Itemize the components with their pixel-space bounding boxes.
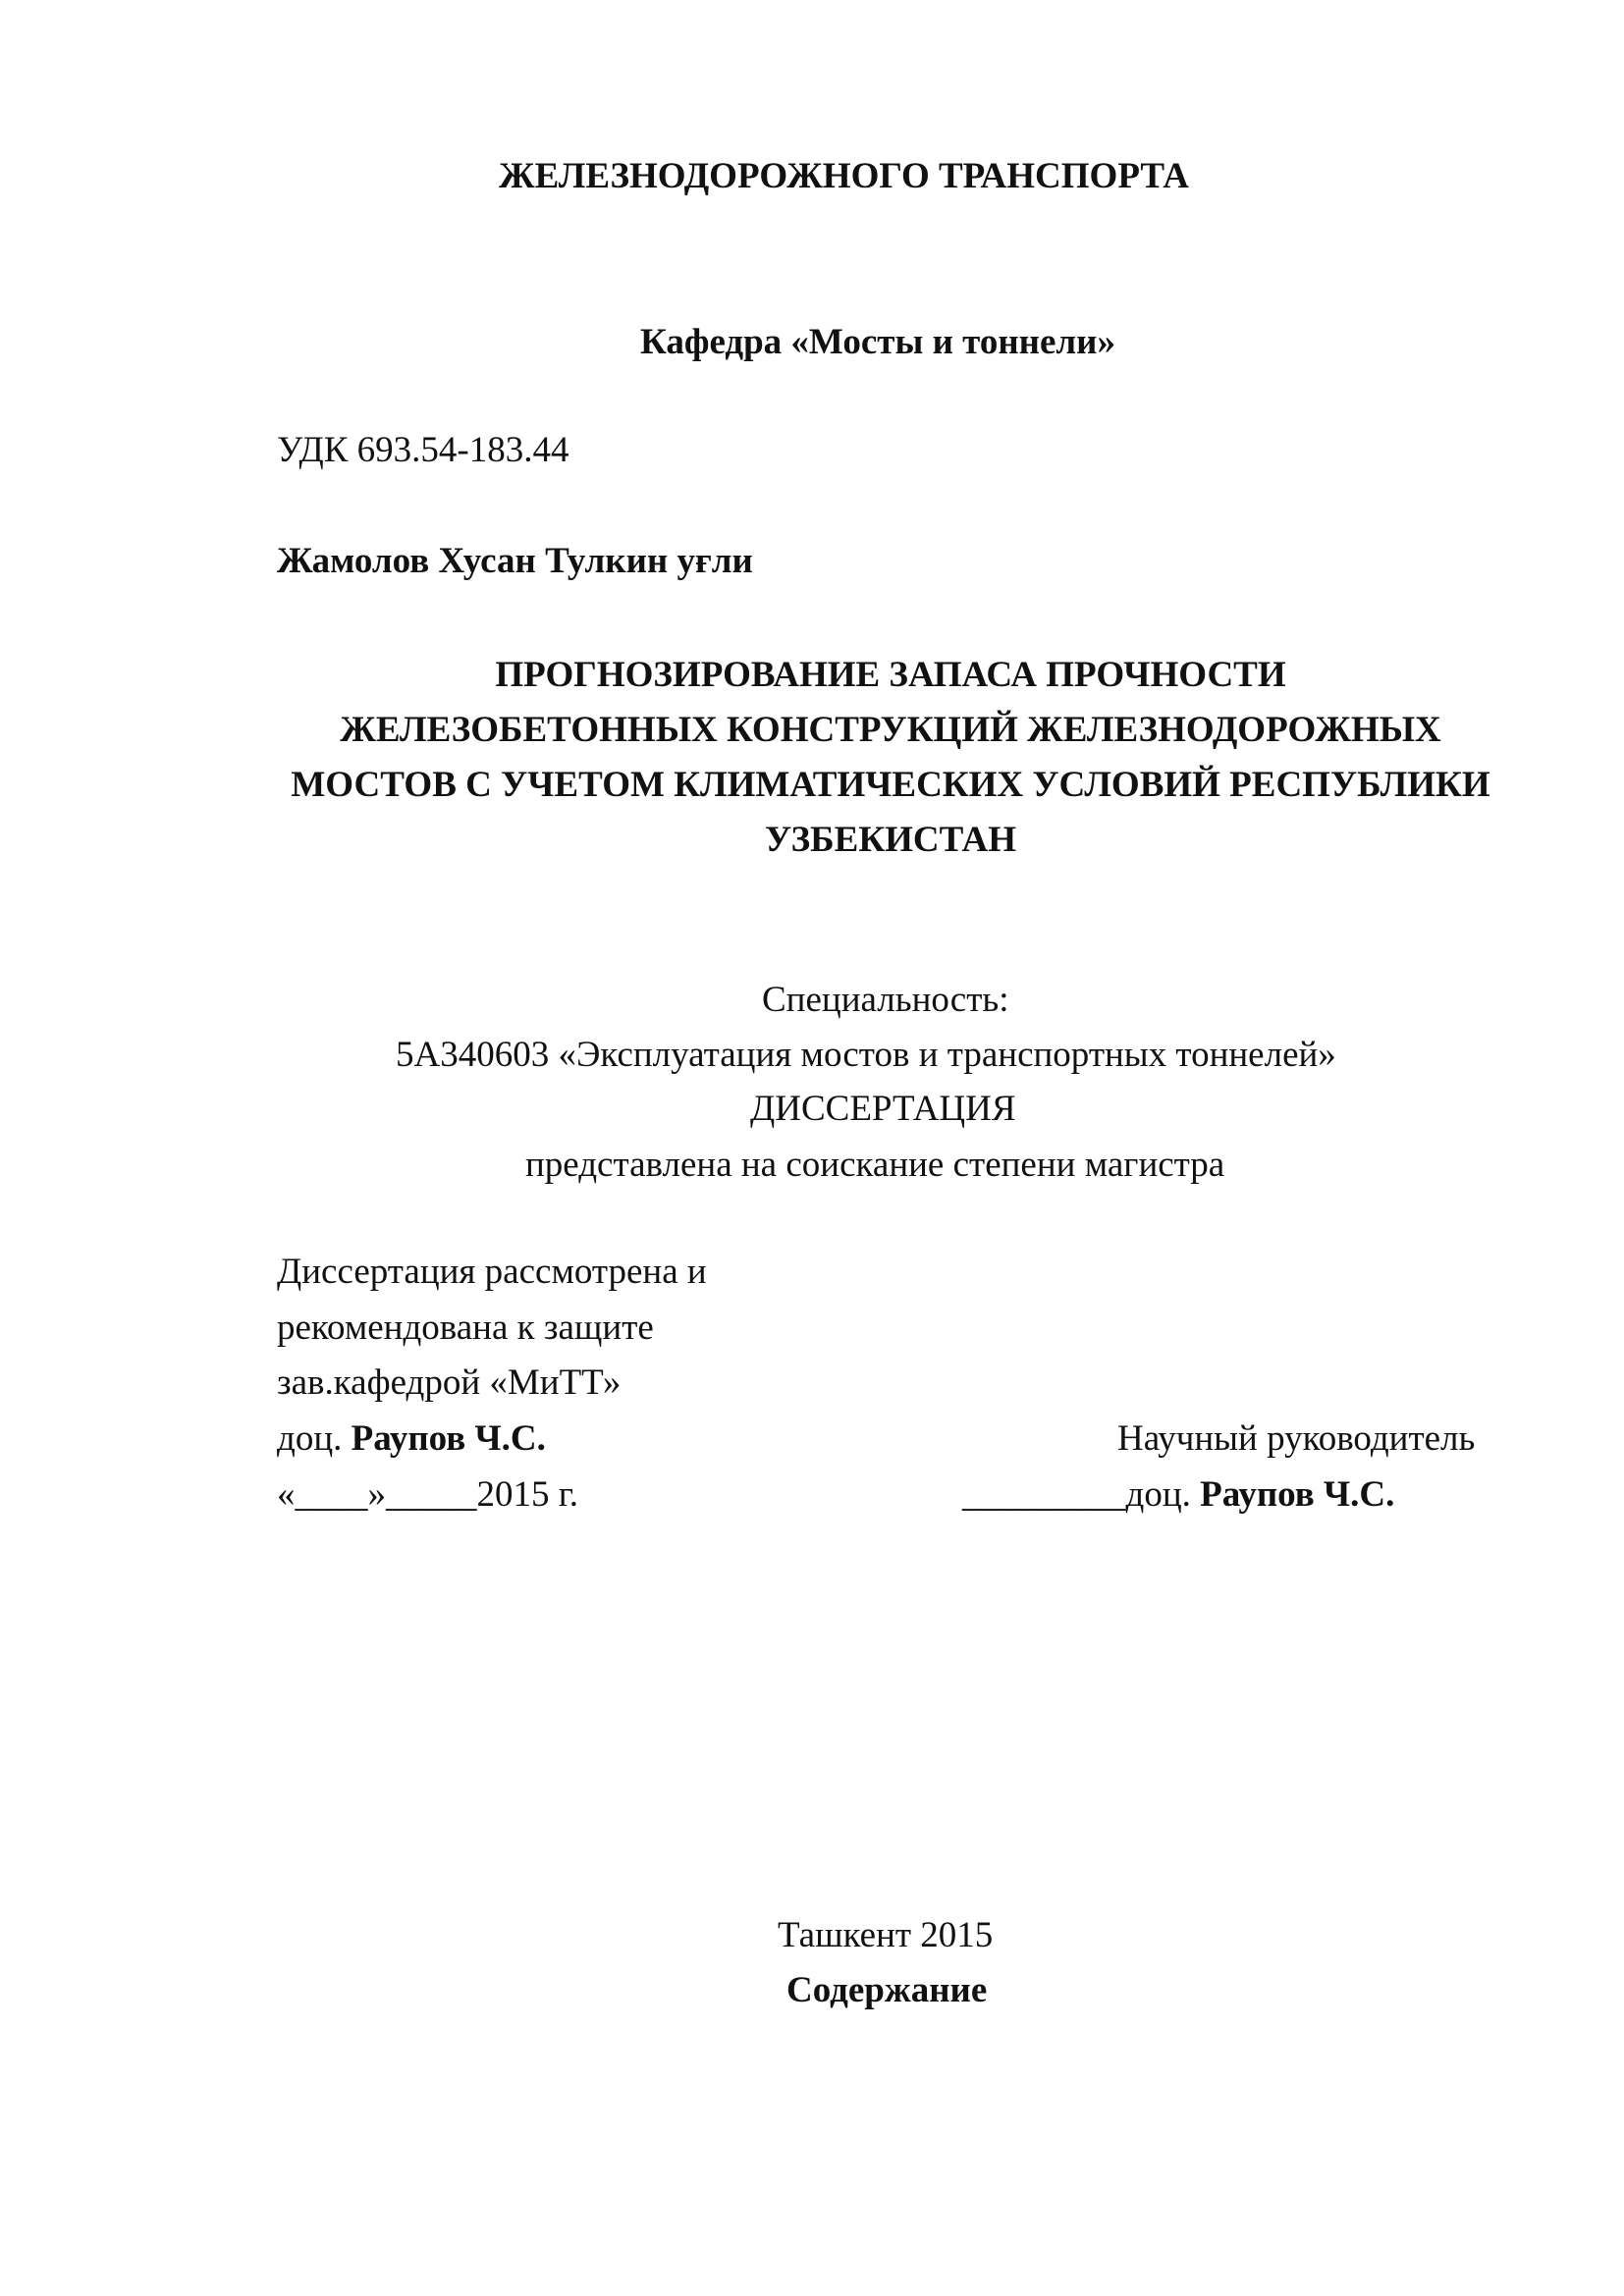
degree-line: представлена на соискание степени магистра (525, 1145, 1225, 1185)
thesis-title-line: ЖЕЛЕЗОБЕТОННЫХ КОНСТРУКЦИЙ ЖЕЛЕЗНОДОРОЖНЫХ (340, 710, 1441, 750)
approval-line-2: рекомендована к защите (277, 1308, 654, 1348)
contents-heading: Содержание (786, 1970, 988, 2010)
advisor-signature-line (962, 1473, 1394, 1517)
thesis-title-line: МОСТОВ С УЧЕТОМ КЛИМАТИЧЕСКИХ УСЛОВИЙ РЕСПУБЛИКИ (291, 765, 1490, 805)
udc-code: УДК 693.54-183.44 (277, 430, 569, 470)
department-head-title: доц. (277, 1418, 352, 1459)
institution-line: ЖЕЛЕЗНОДОРОЖНОГО ТРАНСПОРТА (499, 156, 1189, 196)
specialty-label: Специальность: (762, 980, 1009, 1020)
specialty-value: 5А340603 «Эксплуатация мостов и транспортных тоннелей» (396, 1035, 1336, 1075)
thesis-title (157, 648, 1624, 868)
approval-line-3: зав.кафедрой «МиТТ» (277, 1362, 622, 1403)
department-head-name: Раупов Ч.С. (351, 1418, 546, 1459)
thesis-title-line: УЗБЕКИСТАН (764, 820, 1016, 860)
document-type: ДИССЕРТАЦИЯ (750, 1089, 1016, 1129)
thesis-title-line: ПРОГНОЗИРОВАНИЕ ЗАПАСА ПРОЧНОСТИ (495, 655, 1286, 695)
department-head-line (277, 1417, 546, 1461)
advisor-name: Раупов Ч.С. (1200, 1474, 1395, 1515)
advisor-label: Научный руководитель (1117, 1418, 1476, 1459)
advisor-signature-prefix: _________доц. (962, 1474, 1201, 1515)
author-name: Жамолов Хусан Тулкин уғли (277, 541, 753, 581)
approval-date-line: «____»_____2015 г. (277, 1474, 579, 1515)
city-year: Ташкент 2015 (778, 1915, 994, 1955)
approval-line-1: Диссертация рассмотрена и (277, 1252, 707, 1292)
department-name: Кафедра «Мосты и тоннели» (640, 322, 1115, 362)
